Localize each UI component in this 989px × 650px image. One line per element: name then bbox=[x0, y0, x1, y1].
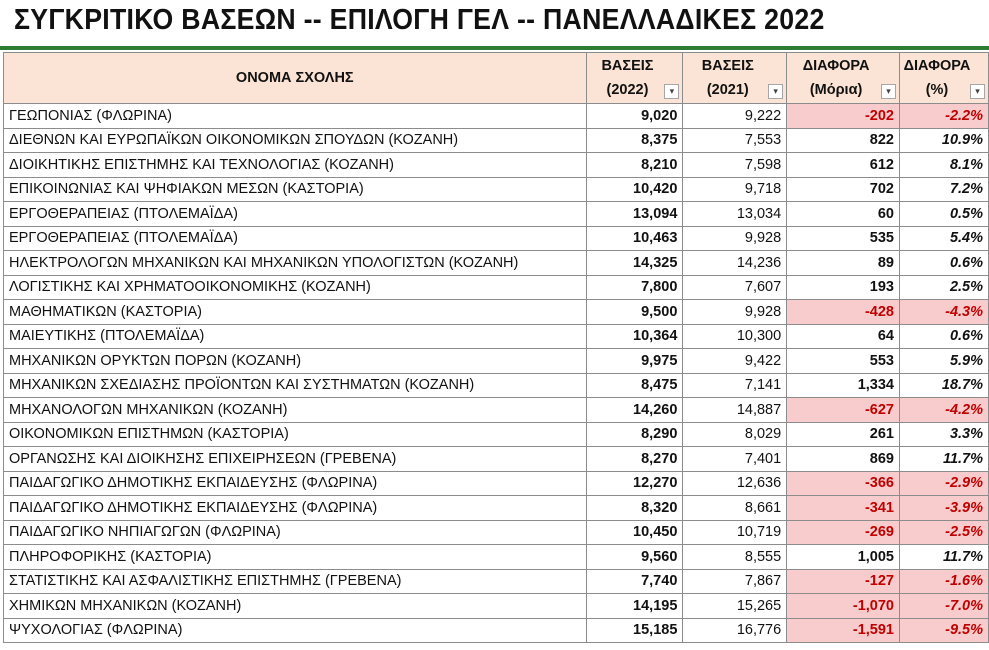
table-row bbox=[4, 422, 989, 447]
bases-2021-cell[interactable]: 9,718 bbox=[683, 177, 787, 202]
table-row bbox=[4, 153, 989, 178]
difference-percent-cell[interactable]: 3.3% bbox=[899, 422, 988, 447]
column-header-bases-2022 bbox=[586, 53, 683, 104]
difference-percent-cell[interactable]: 11.7% bbox=[899, 447, 988, 472]
bases-2021-cell[interactable]: 14,887 bbox=[683, 398, 787, 423]
school-name-cell[interactable]: ΣΤΑΤΙΣΤΙΚΗΣ ΚΑΙ ΑΣΦΑΛΙΣΤΙΚΗΣ ΕΠΙΣΤΗΜΗΣ (ΓΡΕΒΕΝΑ) bbox=[4, 569, 587, 594]
table-row bbox=[4, 300, 989, 325]
column-header-name bbox=[4, 53, 587, 104]
school-name-cell[interactable]: ΜΑΙΕΥΤΙΚΗΣ (ΠΤΟΛΕΜΑΪΔΑ) bbox=[4, 324, 587, 349]
difference-points-cell[interactable]: -366 bbox=[787, 471, 900, 496]
table-row bbox=[4, 545, 989, 570]
bases-2021-cell[interactable]: 8,029 bbox=[683, 422, 787, 447]
column-header-bases-2021 bbox=[683, 53, 787, 104]
column-header-difference-percent bbox=[899, 53, 988, 104]
difference-percent-cell[interactable]: 11.7% bbox=[899, 545, 988, 570]
school-name-cell[interactable]: ΜΗΧΑΝΙΚΩΝ ΟΡΥΚΤΩΝ ΠΟΡΩΝ (ΚΟΖΑΝΗ) bbox=[4, 349, 587, 374]
table-row bbox=[4, 324, 989, 349]
school-name-cell[interactable]: ΠΑΙΔΑΓΩΓΙΚΟ ΝΗΠΙΑΓΩΓΩΝ (ΦΛΩΡΙΝΑ) bbox=[4, 520, 587, 545]
school-name-cell[interactable]: ΠΑΙΔΑΓΩΓΙΚΟ ΔΗΜΟΤΙΚΗΣ ΕΚΠΑΙΔΕΥΣΗΣ (ΦΛΩΡΙΝΑ) bbox=[4, 471, 587, 496]
bases-2021-cell[interactable]: 7,141 bbox=[683, 373, 787, 398]
title-divider bbox=[0, 46, 989, 50]
bases-2022-cell[interactable]: 10,420 bbox=[586, 177, 683, 202]
difference-points-cell[interactable]: 553 bbox=[787, 349, 900, 374]
column-header-difference-points-line2: (Μόρια) bbox=[809, 82, 863, 98]
bases-2022-cell[interactable]: 9,560 bbox=[586, 545, 683, 570]
bases-2021-cell[interactable]: 9,928 bbox=[683, 300, 787, 325]
bases-2021-cell[interactable]: 8,661 bbox=[683, 496, 787, 521]
bases-2021-cell[interactable]: 12,636 bbox=[683, 471, 787, 496]
bases-2021-cell[interactable]: 10,300 bbox=[683, 324, 787, 349]
table-row bbox=[4, 226, 989, 251]
bases-2022-cell[interactable]: 13,094 bbox=[586, 202, 683, 227]
bases-2022-cell[interactable]: 10,463 bbox=[586, 226, 683, 251]
bases-2021-cell[interactable]: 13,034 bbox=[683, 202, 787, 227]
school-name-cell[interactable]: ΠΑΙΔΑΓΩΓΙΚΟ ΔΗΜΟΤΙΚΗΣ ΕΚΠΑΙΔΕΥΣΗΣ (ΦΛΩΡΙΝΑ) bbox=[4, 496, 587, 521]
difference-percent-cell[interactable]: -2.5% bbox=[899, 520, 988, 545]
bases-2022-cell[interactable]: 14,260 bbox=[586, 398, 683, 423]
school-name-cell[interactable]: ΨΥΧΟΛΟΓΙΑΣ (ΦΛΩΡΙΝΑ) bbox=[4, 618, 587, 643]
bases-2022-cell[interactable]: 14,325 bbox=[586, 251, 683, 276]
difference-points-cell[interactable]: 869 bbox=[787, 447, 900, 472]
bases-2021-cell[interactable]: 15,265 bbox=[683, 594, 787, 619]
bases-2022-cell[interactable]: 8,375 bbox=[586, 128, 683, 153]
table-row bbox=[4, 447, 989, 472]
school-name-cell[interactable]: ΕΡΓΟΘΕΡΑΠΕΙΑΣ (ΠΤΟΛΕΜΑΪΔΑ) bbox=[4, 202, 587, 227]
school-name-cell[interactable]: ΕΠΙΚΟΙΝΩΝΙΑΣ ΚΑΙ ΨΗΦΙΑΚΩΝ ΜΕΣΩΝ (ΚΑΣΤΟΡΙΑ) bbox=[4, 177, 587, 202]
school-name-cell[interactable]: ΛΟΓΙΣΤΙΚΗΣ ΚΑΙ ΧΡΗΜΑΤΟΟΙΚΟΝΟΜΙΚΗΣ (ΚΟΖΑΝΗ) bbox=[4, 275, 587, 300]
table-row bbox=[4, 275, 989, 300]
comparison-table bbox=[3, 52, 989, 643]
column-header-bases-2022-line2: (2022) bbox=[606, 82, 649, 98]
difference-percent-cell[interactable]: 7.2% bbox=[899, 177, 988, 202]
table-body bbox=[4, 104, 989, 643]
table-row bbox=[4, 373, 989, 398]
difference-points-cell[interactable]: 261 bbox=[787, 422, 900, 447]
difference-points-cell[interactable]: -1,070 bbox=[787, 594, 900, 619]
difference-points-cell[interactable]: -428 bbox=[787, 300, 900, 325]
table-row bbox=[4, 202, 989, 227]
difference-percent-cell[interactable]: 10.9% bbox=[899, 128, 988, 153]
bases-2021-cell[interactable]: 10,719 bbox=[683, 520, 787, 545]
bases-2022-cell[interactable]: 14,195 bbox=[586, 594, 683, 619]
bases-2022-cell[interactable]: 8,290 bbox=[586, 422, 683, 447]
school-name-cell[interactable]: ΓΕΩΠΟΝΙΑΣ (ΦΛΩΡΙΝΑ) bbox=[4, 104, 587, 129]
difference-points-cell[interactable]: 822 bbox=[787, 128, 900, 153]
bases-2021-cell[interactable]: 7,607 bbox=[683, 275, 787, 300]
sheet-title: ΣΥΓΚΡΙΤΙΚΟ ΒΑΣΕΩΝ -- ΕΠΙΛΟΓΗ ΓΕΛ -- ΠΑΝΕΛΛΑΔΙΚΕΣ 2022 bbox=[14, 4, 825, 36]
difference-percent-cell[interactable]: -9.5% bbox=[899, 618, 988, 643]
difference-percent-cell[interactable]: 0.6% bbox=[899, 324, 988, 349]
table-row bbox=[4, 471, 989, 496]
school-name-cell[interactable]: ΟΡΓΑΝΩΣΗΣ ΚΑΙ ΔΙΟΙΚΗΣΗΣ ΕΠΙΧΕΙΡΗΣΕΩΝ (ΓΡΕΒΕΝΑ) bbox=[4, 447, 587, 472]
difference-points-cell[interactable]: 702 bbox=[787, 177, 900, 202]
table-row bbox=[4, 520, 989, 545]
difference-percent-cell[interactable]: 0.5% bbox=[899, 202, 988, 227]
difference-percent-cell[interactable]: -2.9% bbox=[899, 471, 988, 496]
bases-2022-cell[interactable]: 8,270 bbox=[586, 447, 683, 472]
school-name-cell[interactable]: ΧΗΜΙΚΩΝ ΜΗΧΑΝΙΚΩΝ (ΚΟΖΑΝΗ) bbox=[4, 594, 587, 619]
bases-2021-cell[interactable]: 8,555 bbox=[683, 545, 787, 570]
bases-2021-cell[interactable]: 7,598 bbox=[683, 153, 787, 178]
school-name-cell[interactable]: ΔΙΕΘΝΩΝ ΚΑΙ ΕΥΡΩΠΑΪΚΩΝ ΟΙΚΟΝΟΜΙΚΩΝ ΣΠΟΥΔΩΝ (ΚΟΖΑΝΗ) bbox=[4, 128, 587, 153]
school-name-cell[interactable]: ΜΗΧΑΝΟΛΟΓΩΝ ΜΗΧΑΝΙΚΩΝ (ΚΟΖΑΝΗ) bbox=[4, 398, 587, 423]
difference-percent-cell[interactable]: -3.9% bbox=[899, 496, 988, 521]
difference-points-cell[interactable]: -627 bbox=[787, 398, 900, 423]
table-row bbox=[4, 569, 989, 594]
bases-2022-cell[interactable]: 7,800 bbox=[586, 275, 683, 300]
column-header-bases-2021-line2: (2021) bbox=[706, 82, 749, 98]
bases-2022-cell[interactable]: 10,364 bbox=[586, 324, 683, 349]
bases-2022-cell[interactable]: 10,450 bbox=[586, 520, 683, 545]
header-row bbox=[4, 53, 989, 104]
difference-percent-cell[interactable]: -7.0% bbox=[899, 594, 988, 619]
filter-dropdown-icon[interactable]: ▾ bbox=[881, 84, 896, 99]
school-name-cell[interactable]: ΗΛΕΚΤΡΟΛΟΓΩΝ ΜΗΧΑΝΙΚΩΝ ΚΑΙ ΜΗΧΑΝΙΚΩΝ ΥΠΟΛΟΓΙΣΤΩΝ (ΚΟΖΑΝΗ) bbox=[4, 251, 587, 276]
difference-points-cell[interactable]: -202 bbox=[787, 104, 900, 129]
column-header-name-label: ΟΝΟΜΑ ΣΧΟΛΗΣ bbox=[235, 70, 354, 86]
column-header-difference-percent-line1: ΔΙΑΦΟΡΑ bbox=[903, 58, 971, 74]
table-row bbox=[4, 104, 989, 129]
difference-percent-cell[interactable]: -4.3% bbox=[899, 300, 988, 325]
filter-dropdown-icon[interactable]: ▾ bbox=[664, 84, 679, 99]
difference-percent-cell[interactable]: 18.7% bbox=[899, 373, 988, 398]
difference-points-cell[interactable]: 1,334 bbox=[787, 373, 900, 398]
column-header-difference-points bbox=[787, 53, 900, 104]
bases-2021-cell[interactable]: 9,422 bbox=[683, 349, 787, 374]
difference-points-cell[interactable]: 612 bbox=[787, 153, 900, 178]
table-row bbox=[4, 251, 989, 276]
bases-2022-cell[interactable]: 9,975 bbox=[586, 349, 683, 374]
table-row bbox=[4, 496, 989, 521]
bases-2021-cell[interactable]: 9,222 bbox=[683, 104, 787, 129]
difference-percent-cell[interactable]: -1.6% bbox=[899, 569, 988, 594]
difference-points-cell[interactable]: 89 bbox=[787, 251, 900, 276]
table-row bbox=[4, 177, 989, 202]
bases-2022-cell[interactable]: 9,020 bbox=[586, 104, 683, 129]
bases-2022-cell[interactable]: 8,320 bbox=[586, 496, 683, 521]
difference-points-cell[interactable]: 60 bbox=[787, 202, 900, 227]
table-row bbox=[4, 398, 989, 423]
school-name-cell[interactable]: ΜΗΧΑΝΙΚΩΝ ΣΧΕΔΙΑΣΗΣ ΠΡΟΪΟΝΤΩΝ ΚΑΙ ΣΥΣΤΗΜΑΤΩΝ (ΚΟΖΑΝΗ) bbox=[4, 373, 587, 398]
difference-points-cell[interactable]: 1,005 bbox=[787, 545, 900, 570]
table-row bbox=[4, 349, 989, 374]
bases-2021-cell[interactable]: 16,776 bbox=[683, 618, 787, 643]
filter-dropdown-icon[interactable]: ▾ bbox=[970, 84, 985, 99]
bases-2021-cell[interactable]: 7,553 bbox=[683, 128, 787, 153]
table-row bbox=[4, 594, 989, 619]
table-row bbox=[4, 128, 989, 153]
bases-2022-cell[interactable]: 8,210 bbox=[586, 153, 683, 178]
bases-2022-cell[interactable]: 7,740 bbox=[586, 569, 683, 594]
column-header-bases-2022-line1: ΒΑΣΕΙΣ bbox=[601, 58, 654, 74]
difference-points-cell[interactable]: 193 bbox=[787, 275, 900, 300]
difference-points-cell[interactable]: -341 bbox=[787, 496, 900, 521]
bases-2022-cell[interactable]: 9,500 bbox=[586, 300, 683, 325]
school-name-cell[interactable]: ΕΡΓΟΘΕΡΑΠΕΙΑΣ (ΠΤΟΛΕΜΑΪΔΑ) bbox=[4, 226, 587, 251]
bases-2022-cell[interactable]: 8,475 bbox=[586, 373, 683, 398]
bases-2021-cell[interactable]: 7,867 bbox=[683, 569, 787, 594]
difference-percent-cell[interactable]: 8.1% bbox=[899, 153, 988, 178]
difference-points-cell[interactable]: 64 bbox=[787, 324, 900, 349]
column-header-difference-points-line1: ΔΙΑΦΟΡΑ bbox=[802, 58, 870, 74]
difference-percent-cell[interactable]: 2.5% bbox=[899, 275, 988, 300]
difference-points-cell[interactable]: -127 bbox=[787, 569, 900, 594]
school-name-cell[interactable]: ΔΙΟΙΚΗΤΙΚΗΣ ΕΠΙΣΤΗΜΗΣ ΚΑΙ ΤΕΧΝΟΛΟΓΙΑΣ (ΚΟΖΑΝΗ) bbox=[4, 153, 587, 178]
table-row bbox=[4, 618, 989, 643]
school-name-cell[interactable]: ΠΛΗΡΟΦΟΡΙΚΗΣ (ΚΑΣΤΟΡΙΑ) bbox=[4, 545, 587, 570]
school-name-cell[interactable]: ΟΙΚΟΝΟΜΙΚΩΝ ΕΠΙΣΤΗΜΩΝ (ΚΑΣΤΟΡΙΑ) bbox=[4, 422, 587, 447]
difference-percent-cell[interactable]: -4.2% bbox=[899, 398, 988, 423]
difference-percent-cell[interactable]: 0.6% bbox=[899, 251, 988, 276]
column-header-bases-2021-line1: ΒΑΣΕΙΣ bbox=[701, 58, 754, 74]
difference-points-cell[interactable]: 535 bbox=[787, 226, 900, 251]
column-header-difference-percent-line2: (%) bbox=[925, 82, 949, 98]
difference-points-cell[interactable]: -269 bbox=[787, 520, 900, 545]
difference-percent-cell[interactable]: -2.2% bbox=[899, 104, 988, 129]
filter-dropdown-icon[interactable]: ▾ bbox=[768, 84, 783, 99]
difference-points-cell[interactable]: -1,591 bbox=[787, 618, 900, 643]
school-name-cell[interactable]: ΜΑΘΗΜΑΤΙΚΩΝ (ΚΑΣΤΟΡΙΑ) bbox=[4, 300, 587, 325]
bases-2022-cell[interactable]: 12,270 bbox=[586, 471, 683, 496]
bases-2021-cell[interactable]: 14,236 bbox=[683, 251, 787, 276]
difference-percent-cell[interactable]: 5.9% bbox=[899, 349, 988, 374]
difference-percent-cell[interactable]: 5.4% bbox=[899, 226, 988, 251]
bases-2022-cell[interactable]: 15,185 bbox=[586, 618, 683, 643]
bases-2021-cell[interactable]: 7,401 bbox=[683, 447, 787, 472]
bases-2021-cell[interactable]: 9,928 bbox=[683, 226, 787, 251]
